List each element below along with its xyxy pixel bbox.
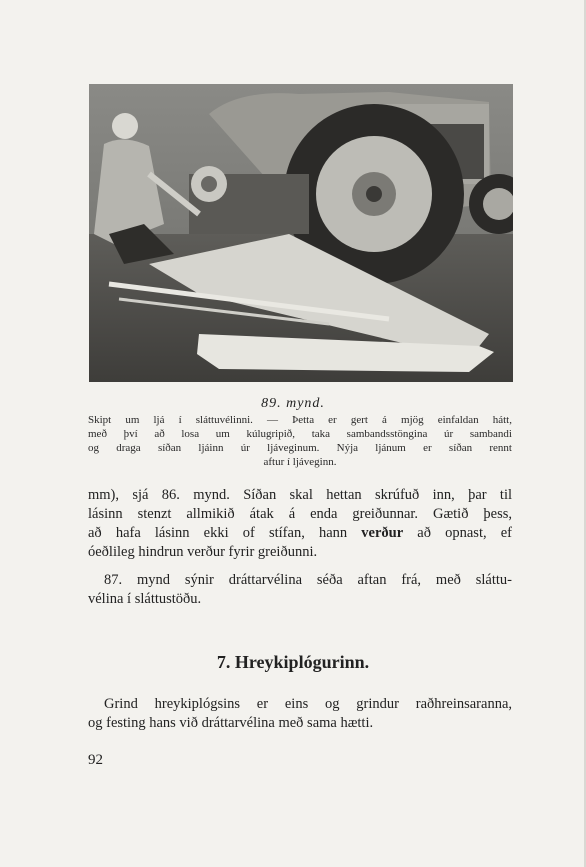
section-heading: 7. Hreykiplógurinn. — [216, 652, 370, 672]
paragraph-1 — [88, 486, 512, 562]
text-line: vélina í sláttustöðu. — [88, 591, 202, 607]
text-line: og festing hans við dráttarvélina með sama hætti. — [88, 715, 374, 731]
text-line — [88, 524, 512, 543]
caption-line: með því að losa um kúlugripið, taka sambandsstöngina úr sambandi — [88, 428, 512, 440]
page-number: 92 — [88, 752, 103, 768]
text-line: 87. mynd sýnir dráttarvélina séða aftan frá, með sláttu- — [104, 572, 512, 588]
figure-number: 89. mynd. — [261, 396, 325, 411]
text-segment: að hafa lásinn ekki of stífan, hann — [88, 525, 362, 541]
text-line: Grind hreykiplógsins er eins og grindur raðhreinsaranna, — [104, 696, 512, 712]
text-line: mm), sjá 86. mynd. Síðan skal hettan skrúfuð inn, þar til — [88, 487, 512, 503]
text-line: óeðlileg hindrun verður fyrir greiðunni. — [88, 544, 318, 560]
caption-line: aftur í ljáveginn. — [263, 456, 337, 468]
bold-word: verður — [361, 525, 404, 541]
paragraph-2 — [88, 571, 512, 609]
text-line: lásinn stenzt allmikið átak á enda greiðunnar. Gætið þess, — [88, 506, 512, 522]
caption-line: og draga síðan ljáinn úr ljáveginum. Nýja ljánum er síðan rennt — [88, 442, 512, 454]
paragraph-3 — [88, 695, 512, 733]
tractor-mower-photo — [89, 84, 513, 382]
figure-caption — [88, 413, 512, 469]
caption-line: Skipt um ljá í sláttuvélinni. — Þetta er gert á mjög einfaldan hátt, — [88, 414, 512, 426]
photo-illustration — [89, 84, 513, 382]
text-segment: að opnast, ef — [403, 525, 512, 541]
